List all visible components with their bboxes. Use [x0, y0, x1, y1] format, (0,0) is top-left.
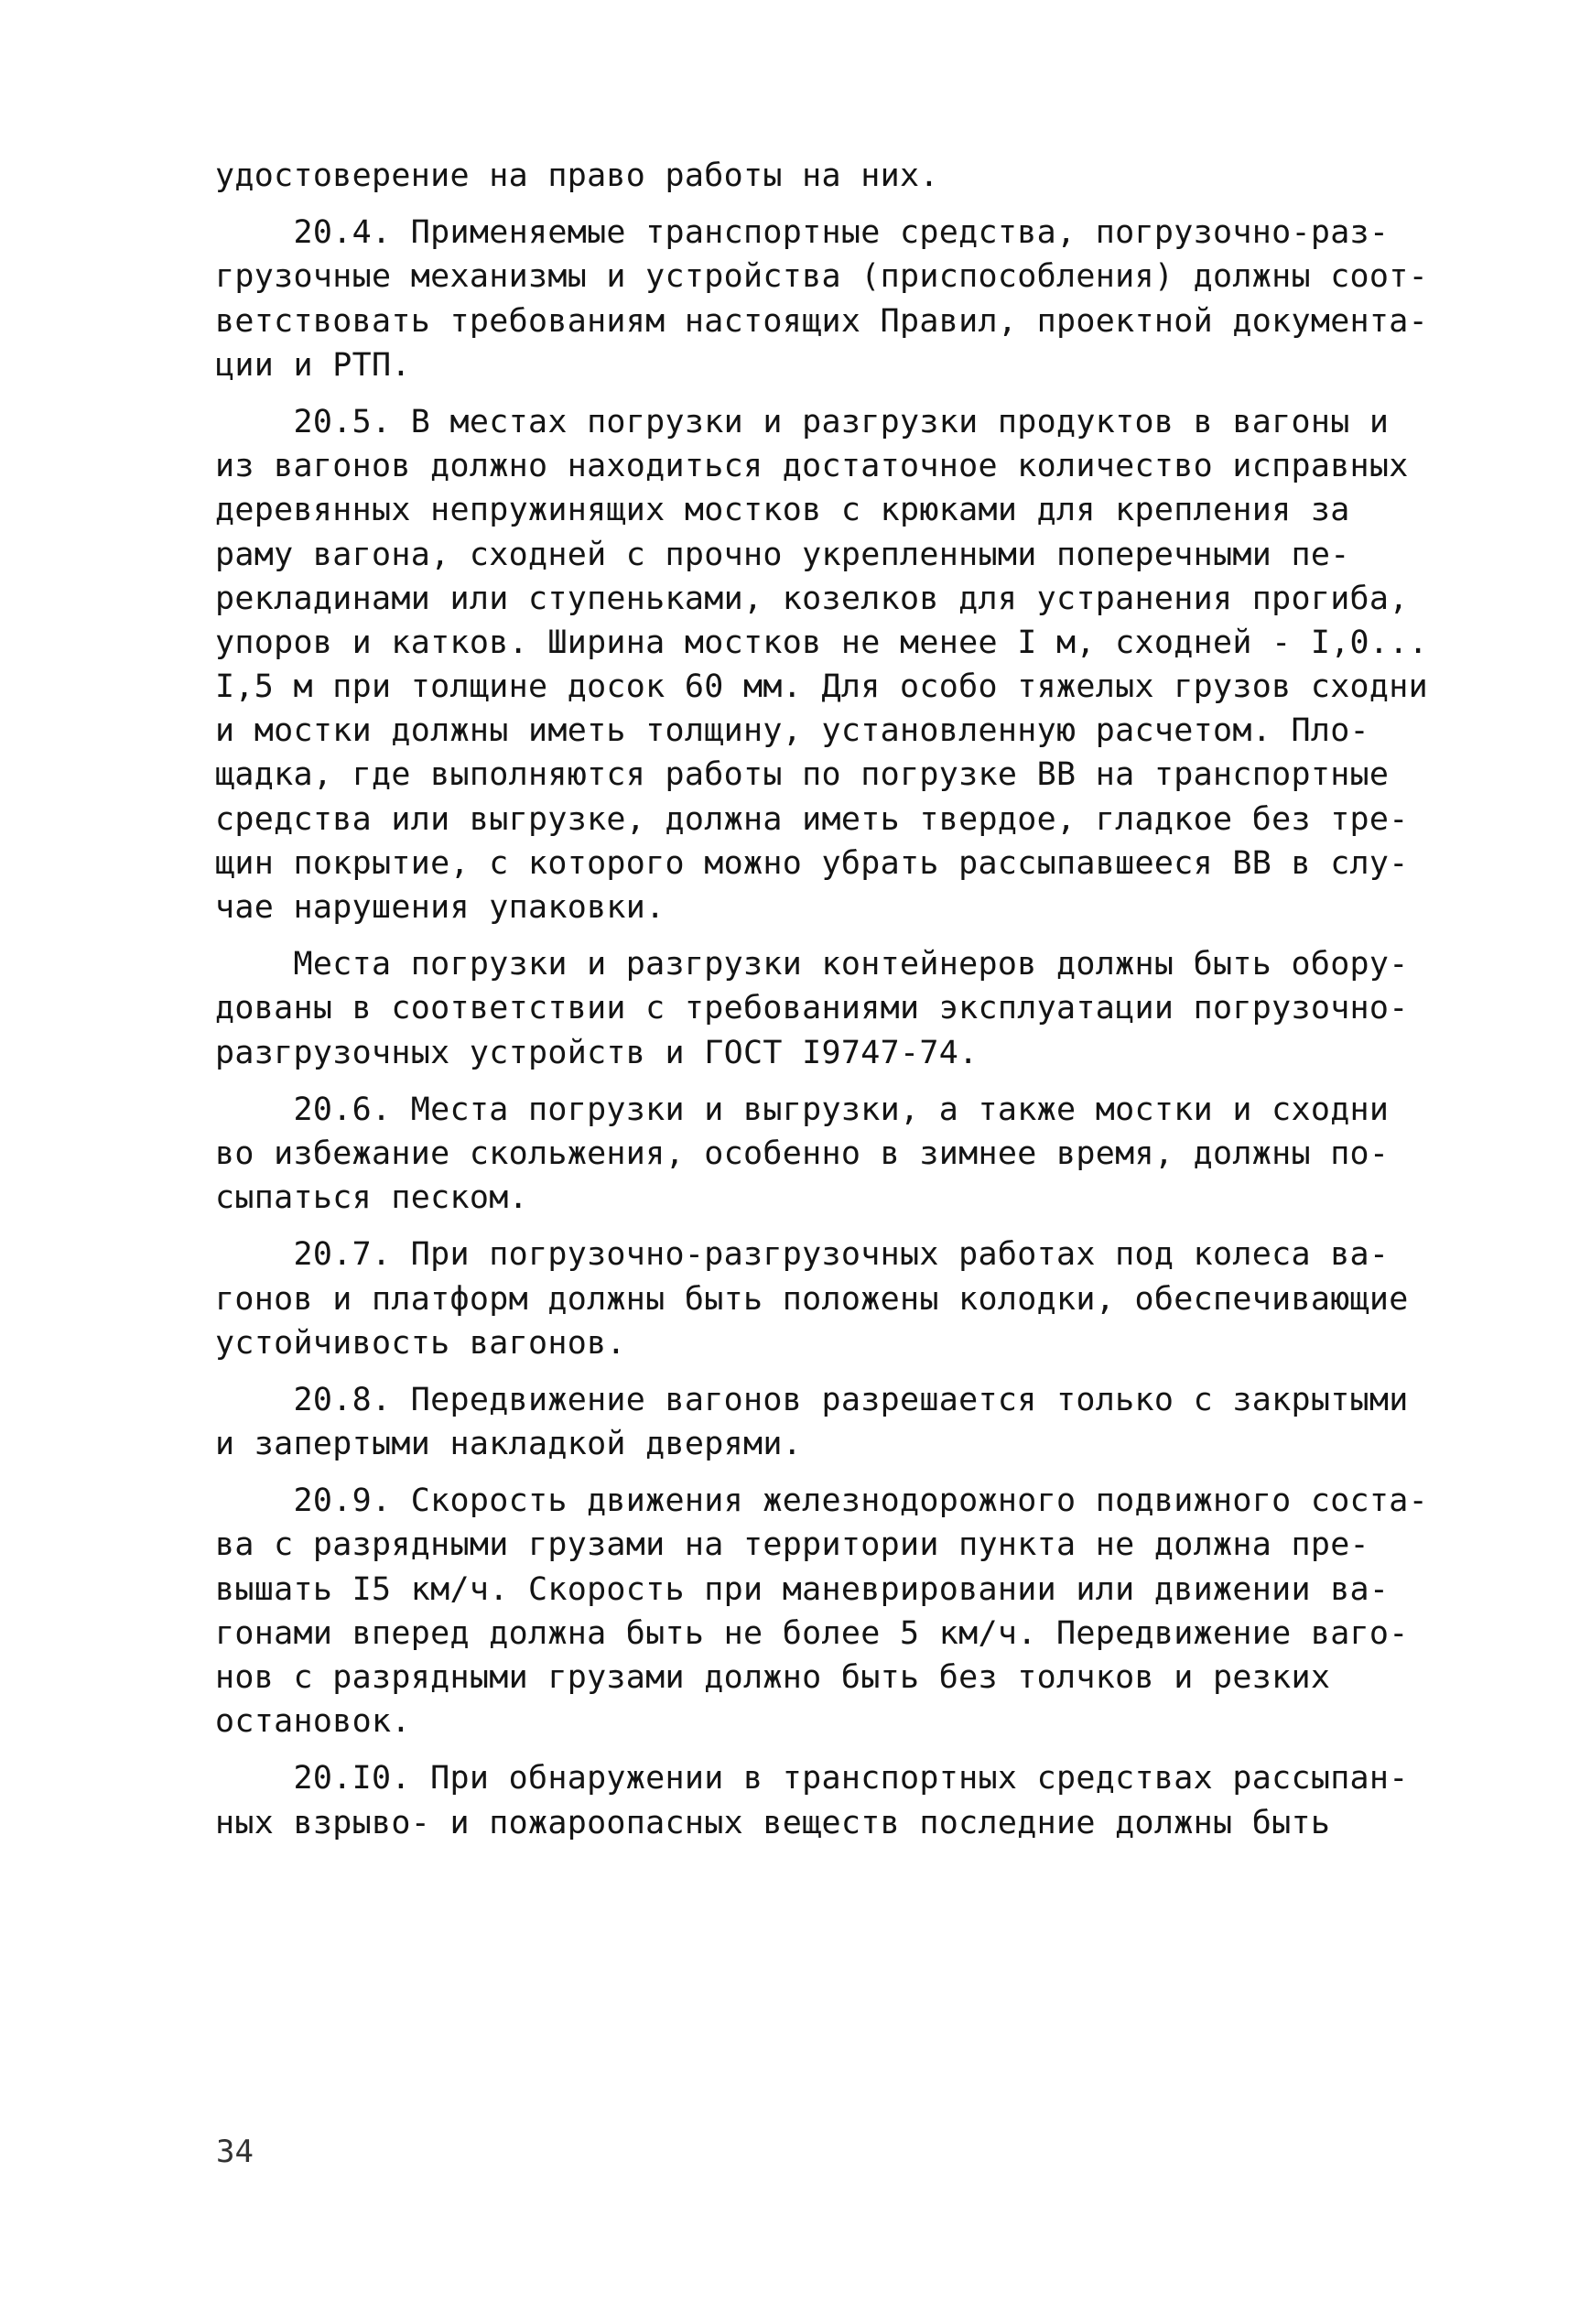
paragraph-20-5 — [215, 400, 1429, 929]
text-line: вышать I5 км/ч. Скорость при маневрировании или движении ва- — [215, 1570, 1390, 1608]
text-line: ных взрыво- и пожароопасных веществ последние должны быть — [215, 1804, 1331, 1841]
text-line: 20.I0. При обнаружении в транспортных средствах рассыпан- — [215, 1760, 1409, 1797]
paragraph-continuation — [215, 154, 1378, 198]
paragraph-container-places — [215, 942, 1409, 1075]
text-line: гонов и платформ должны быть положены колодки, обеспечивающие — [215, 1280, 1409, 1318]
text-line: чае нарушения упаковки. — [215, 889, 665, 926]
text-line: во избежание скольжения, особенно в зимнее время, должны по- — [215, 1135, 1390, 1172]
text-line: Места погрузки и разгрузки контейнеров должны быть обору- — [215, 946, 1409, 983]
text-line: упоров и катков. Ширина мостков не менее I м, сходней - I,0... — [215, 624, 1429, 661]
text-line: устойчивость вагонов. — [215, 1324, 626, 1362]
text-line: сыпаться песком. — [215, 1179, 528, 1217]
text-line: I,5 м при толщине досок 60 мм. Для особо тяжелых грузов сходни — [215, 668, 1429, 706]
page-number: 34 — [216, 2134, 254, 2170]
text-line: и мостки должны иметь толщину, установленную расчетом. Пло- — [215, 712, 1369, 750]
text-line: грузочные механизмы и устройства (приспособления) должны соот- — [215, 258, 1429, 296]
paragraph-20-9 — [215, 1479, 1429, 1743]
text-line: дованы в соответствии с требованиями эксплуатации погрузочно- — [215, 990, 1409, 1027]
text-line: щин покрытие, с которого можно убрать рассыпавшееся ВВ в слу- — [215, 844, 1409, 882]
text-line: 20.7. При погрузочно-разгрузочных работах под колеса ва- — [215, 1236, 1390, 1274]
text-line: рекладинами или ступеньками, козелков для устранения прогиба, — [215, 580, 1409, 617]
text-line: и запертыми накладкой дверями. — [215, 1426, 803, 1463]
body-text — [215, 154, 1429, 1845]
paragraph-20-6 — [215, 1088, 1390, 1221]
text-line: щадка, где выполняются работы по погрузке ВВ на транспортные — [215, 756, 1390, 794]
text-line: 20.8. Передвижение вагонов разрешается только с закрытыми — [215, 1381, 1409, 1418]
text-line: гонами вперед должна быть не более 5 км/ч. Передвижение ваго- — [215, 1614, 1409, 1652]
text-line: средства или выгрузке, должна иметь твердое, гладкое без тре- — [215, 800, 1409, 838]
text-line: раму вагона, сходней с прочно укрепленными поперечными пе- — [215, 536, 1350, 573]
text-line: разгрузочных устройств и ГОСТ I9747-74. — [215, 1034, 979, 1071]
text-line: 20.9. Скорость движения железнодорожного подвижного соста- — [215, 1482, 1429, 1520]
text-line: 20.6. Места погрузки и выгрузки, а также мостки и сходни — [215, 1091, 1390, 1128]
text-line: 20.5. В местах погрузки и разгрузки продуктов в вагоны и — [215, 403, 1390, 440]
text-line: ва с разрядными грузами на территории пункта не должна пре- — [215, 1526, 1369, 1564]
paragraph-20-10 — [215, 1756, 1409, 1844]
paragraph-20-4 — [215, 211, 1429, 387]
paragraph-20-7 — [215, 1233, 1409, 1365]
text-line: остановок. — [215, 1703, 411, 1741]
text-line: ции и РТП. — [215, 346, 411, 384]
text-line: из вагонов должно находиться достаточное количество исправных — [215, 448, 1409, 485]
text-line: удостоверение на право работы на них. — [215, 157, 939, 194]
paragraph-20-8 — [215, 1378, 1409, 1466]
text-line: ветствовать требованиям настоящих Правил, проектной документа- — [215, 302, 1429, 340]
text-line: нов с разрядными грузами должно быть без толчков и резких — [215, 1659, 1331, 1696]
text-line: 20.4. Применяемые транспортные средства, погрузочно-раз- — [215, 214, 1390, 252]
text-line: деревянных непружинящих мостков с крюками для крепления за — [215, 492, 1350, 529]
